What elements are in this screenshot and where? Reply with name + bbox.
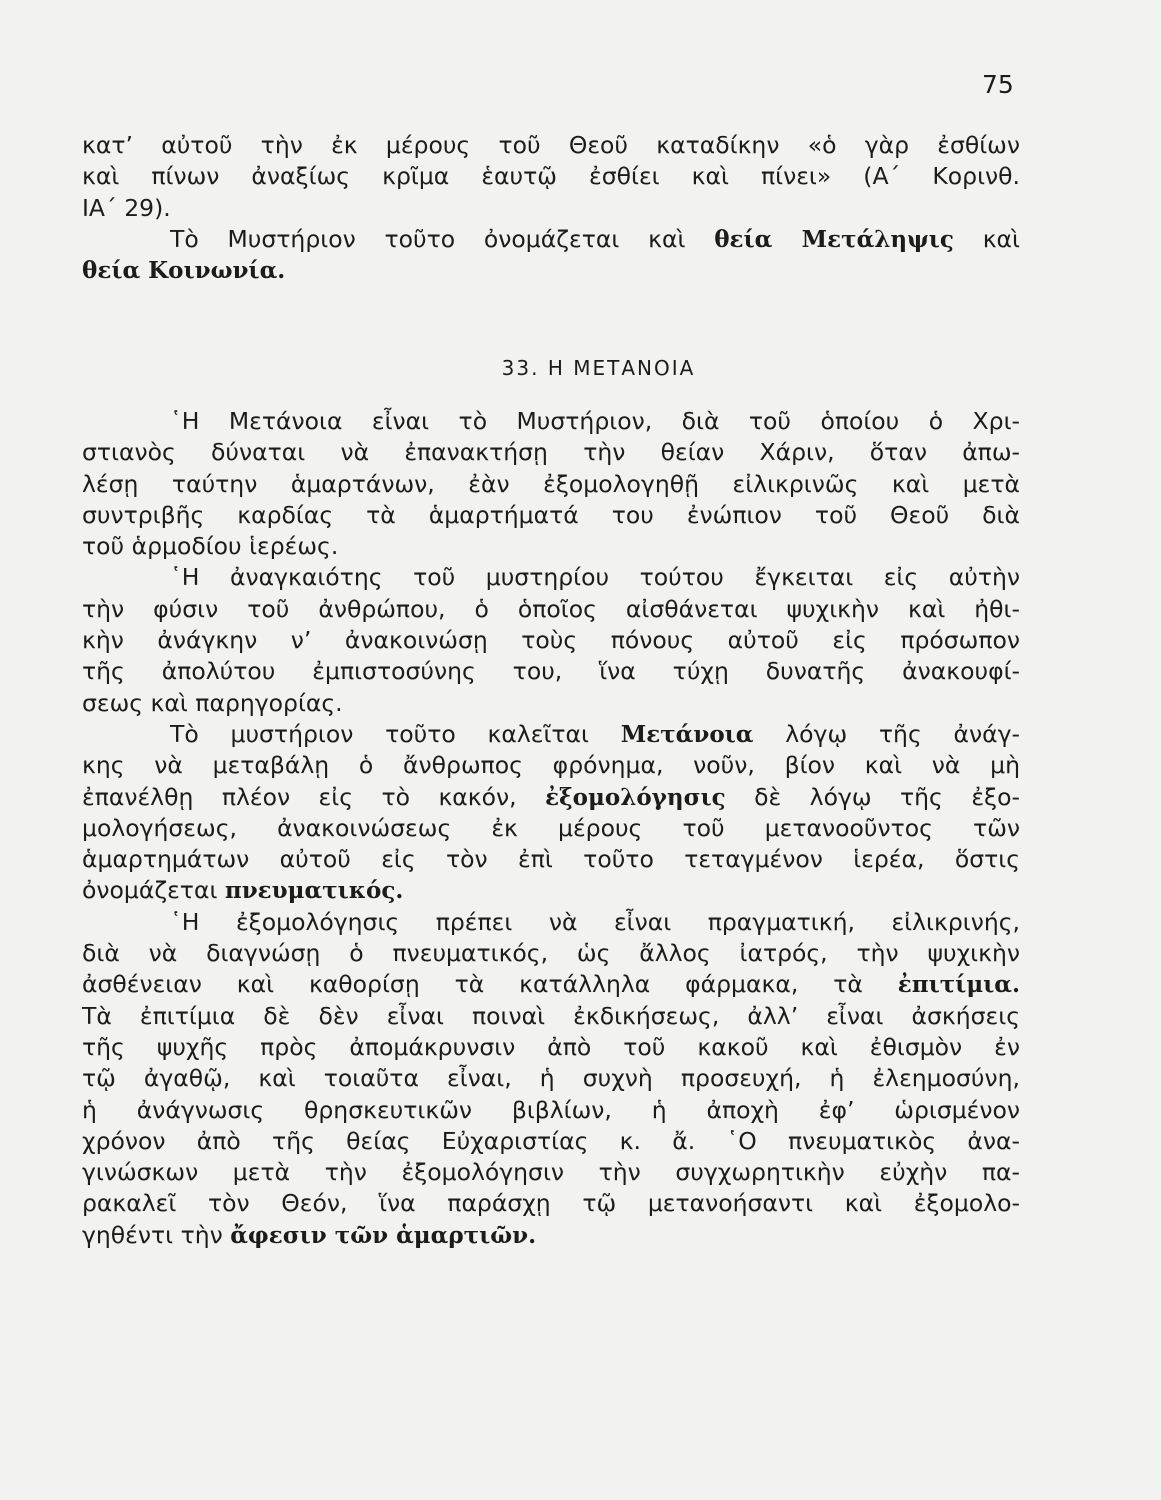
text-run: γινώσκων μετὰ τὴν ἐξομολόγησιν τὴν συγχωρητικὴν εὐχὴν πα- [82,1158,1020,1187]
text-run: δὲ λόγῳ τῆς ἐξο- [725,782,1020,811]
text-run: σεως καὶ παρηγορίας. [82,688,343,717]
text-line [82,688,1020,719]
text-run: λέσῃ ταύτην ἁμαρτάνων, ἐὰν ἐξομολογηθῇ εἰλικρινῶς καὶ μετὰ [82,469,1020,498]
text-run: διὰ νὰ διαγνώσῃ ὁ πνευματικός, ὡς ἄλλος ἰατρός, τὴν ψυχικὴν [82,939,1020,968]
text-line [82,782,1020,813]
text-line [82,719,1020,750]
section-heading: 33. Η ΜΕΤΑΝΟΙΑ [501,356,696,380]
text-run: ἁμαρτημάτων αὐτοῦ εἰς τὸν ἐπὶ τοῦτο τεταγμένον ἱερέα, ὅστις [82,845,1020,874]
text-line [82,224,1020,255]
text-run: κης νὰ μεταβάλῃ ὁ ἄνθρωπος φρόνημα, νοῦν, βίον καὶ νὰ μὴ [82,751,1020,780]
text-line [82,1063,1020,1094]
text-line [82,1220,1020,1251]
top-text-block [82,130,1020,286]
text-run: ὀνομάζεται [82,876,225,905]
section-body [82,406,1020,1251]
text-run: συντριβῆς καρδίας τὰ ἁμαρτήματά του ἐνώπιον τοῦ Θεοῦ διὰ [82,500,1020,529]
text-run: ῾Η Μετάνοια εἶναι τὸ Μυστήριον, διὰ τοῦ ὁποίου ὁ Χρι- [170,407,1020,435]
bold-term: πνευματικός. [224,877,404,905]
text-run: καὶ [953,224,1020,253]
text-line [82,844,1020,875]
page-number: 75 [982,70,1014,99]
text-run: γηθέντι τὴν [82,1220,231,1249]
text-line [82,625,1020,656]
text-line [82,437,1020,468]
text-line [82,562,1020,593]
text-run: ΙΑ΄ 29). [82,193,171,222]
bold-term: ἐπιτίμια. [897,971,1020,999]
bold-term: Μετάνοια [620,720,754,748]
text-line [82,656,1020,687]
text-line [82,469,1020,500]
text-run: ῾Η ἐξομολόγησις πρέπει νὰ εἶναι πραγματική, εἰλικρινής, [170,907,1020,936]
text-run: κατ’ αὐτοῦ τὴν ἐκ μέρους τοῦ Θεοῦ καταδίκην «ὁ γὰρ ἐσθίων [82,131,1020,159]
text-line [82,1126,1020,1157]
text-line [82,594,1020,625]
text-line [82,161,1020,192]
text-run: Τὸ μυστήριον τοῦτο καλεῖται [170,719,621,748]
text-line [82,406,1020,437]
text-run: ἐπανέλθῃ πλέον εἰς τὸ κακόν, [82,782,546,811]
bold-term: θεία Μετάληψις [714,225,954,253]
text-line [82,907,1020,938]
text-run: ἡ ἀνάγνωσις θρησκευτικῶν βιβλίων, ἡ ἀποχὴ ἐφ’ ὡρισμένον [82,1095,1020,1124]
text-line [82,1032,1020,1063]
text-run: μολογήσεως, ἀνακοινώσεως ἐκ μέρους τοῦ μετανοοῦντος τῶν [82,813,1020,842]
bold-term: ἐξομολόγησις [545,783,726,811]
text-line [82,813,1020,844]
text-line [82,193,1020,224]
text-run: κὴν ἀνάγκην ν’ ἀνακοινώσῃ τοὺς πόνους αὐτοῦ εἰς πρόσωπον [82,626,1020,655]
text-run: καὶ πίνων ἀναξίως κρῖμα ἑαυτῷ ἐσθίει καὶ πίνει» (Α΄ Κορινθ. [82,162,1020,191]
text-line [82,750,1020,781]
text-line [82,1157,1020,1188]
text-run: Τὸ Μυστήριον τοῦτο ὀνομάζεται καὶ [170,224,715,253]
bold-term: ἄφεσιν τῶν ἁμαρτιῶν. [230,1221,537,1249]
text-line [82,531,1020,562]
text-run: λόγῳ τῆς ἀνάγ- [753,719,1020,748]
text-line [82,875,1020,906]
text-run: ῾Η ἀναγκαιότης τοῦ μυστηρίου τούτου ἔγκειται εἰς αὐτὴν [170,563,1020,592]
bold-term: θεία Κοινωνία. [82,257,286,285]
text-line [82,130,1020,161]
text-run: ρακαλεῖ τὸν Θεόν, ἵνα παράσχῃ τῷ μετανοήσαντι καὶ ἐξομολο- [82,1189,1020,1218]
text-line [82,938,1020,969]
text-run: ἀσθένειαν καὶ καθορίσῃ τὰ κατάλληλα φάρμακα, τὰ [82,970,898,999]
text-run: τῆς ψυχῆς πρὸς ἀπομάκρυνσιν ἀπὸ τοῦ κακοῦ καὶ ἐθισμὸν ἐν [82,1032,1020,1061]
text-run: τοῦ ἁρμοδίου ἱερέως. [82,532,339,561]
text-line [82,1001,1020,1032]
text-run: χρόνον ἀπὸ τῆς θείας Εὐχαριστίας κ. ἄ. ῾Ο πνευματικὸς ἀνα- [82,1126,1020,1155]
text-run: τῆς ἀπολύτου ἐμπιστοσύνης του, ἵνα τύχῃ δυνατῆς ἀνακουφί- [82,657,1020,686]
text-line [82,969,1020,1000]
text-run: τὴν φύσιν τοῦ ἀνθρώπου, ὁ ὁποῖος αἰσθάνεται ψυχικὴν καὶ ἠθι- [82,594,1020,623]
text-run: Τὰ ἐπιτίμια δὲ δὲν εἶναι ποιναὶ ἐκδικήσεως, ἀλλ’ εἶναι ἀσκήσεις [82,1001,1020,1030]
text-line [82,1188,1020,1219]
text-line [82,255,1020,286]
text-line [82,1095,1020,1126]
text-run: στιανὸς δύναται νὰ ἐπανακτήσῃ τὴν θείαν Χάριν, ὅταν ἀπω- [82,438,1020,467]
text-line [82,500,1020,531]
text-run: τῷ ἀγαθῷ, καὶ τοιαῦτα εἶναι, ἡ συχνὴ προσευχή, ἡ ἐλεημοσύνη, [82,1064,1020,1093]
